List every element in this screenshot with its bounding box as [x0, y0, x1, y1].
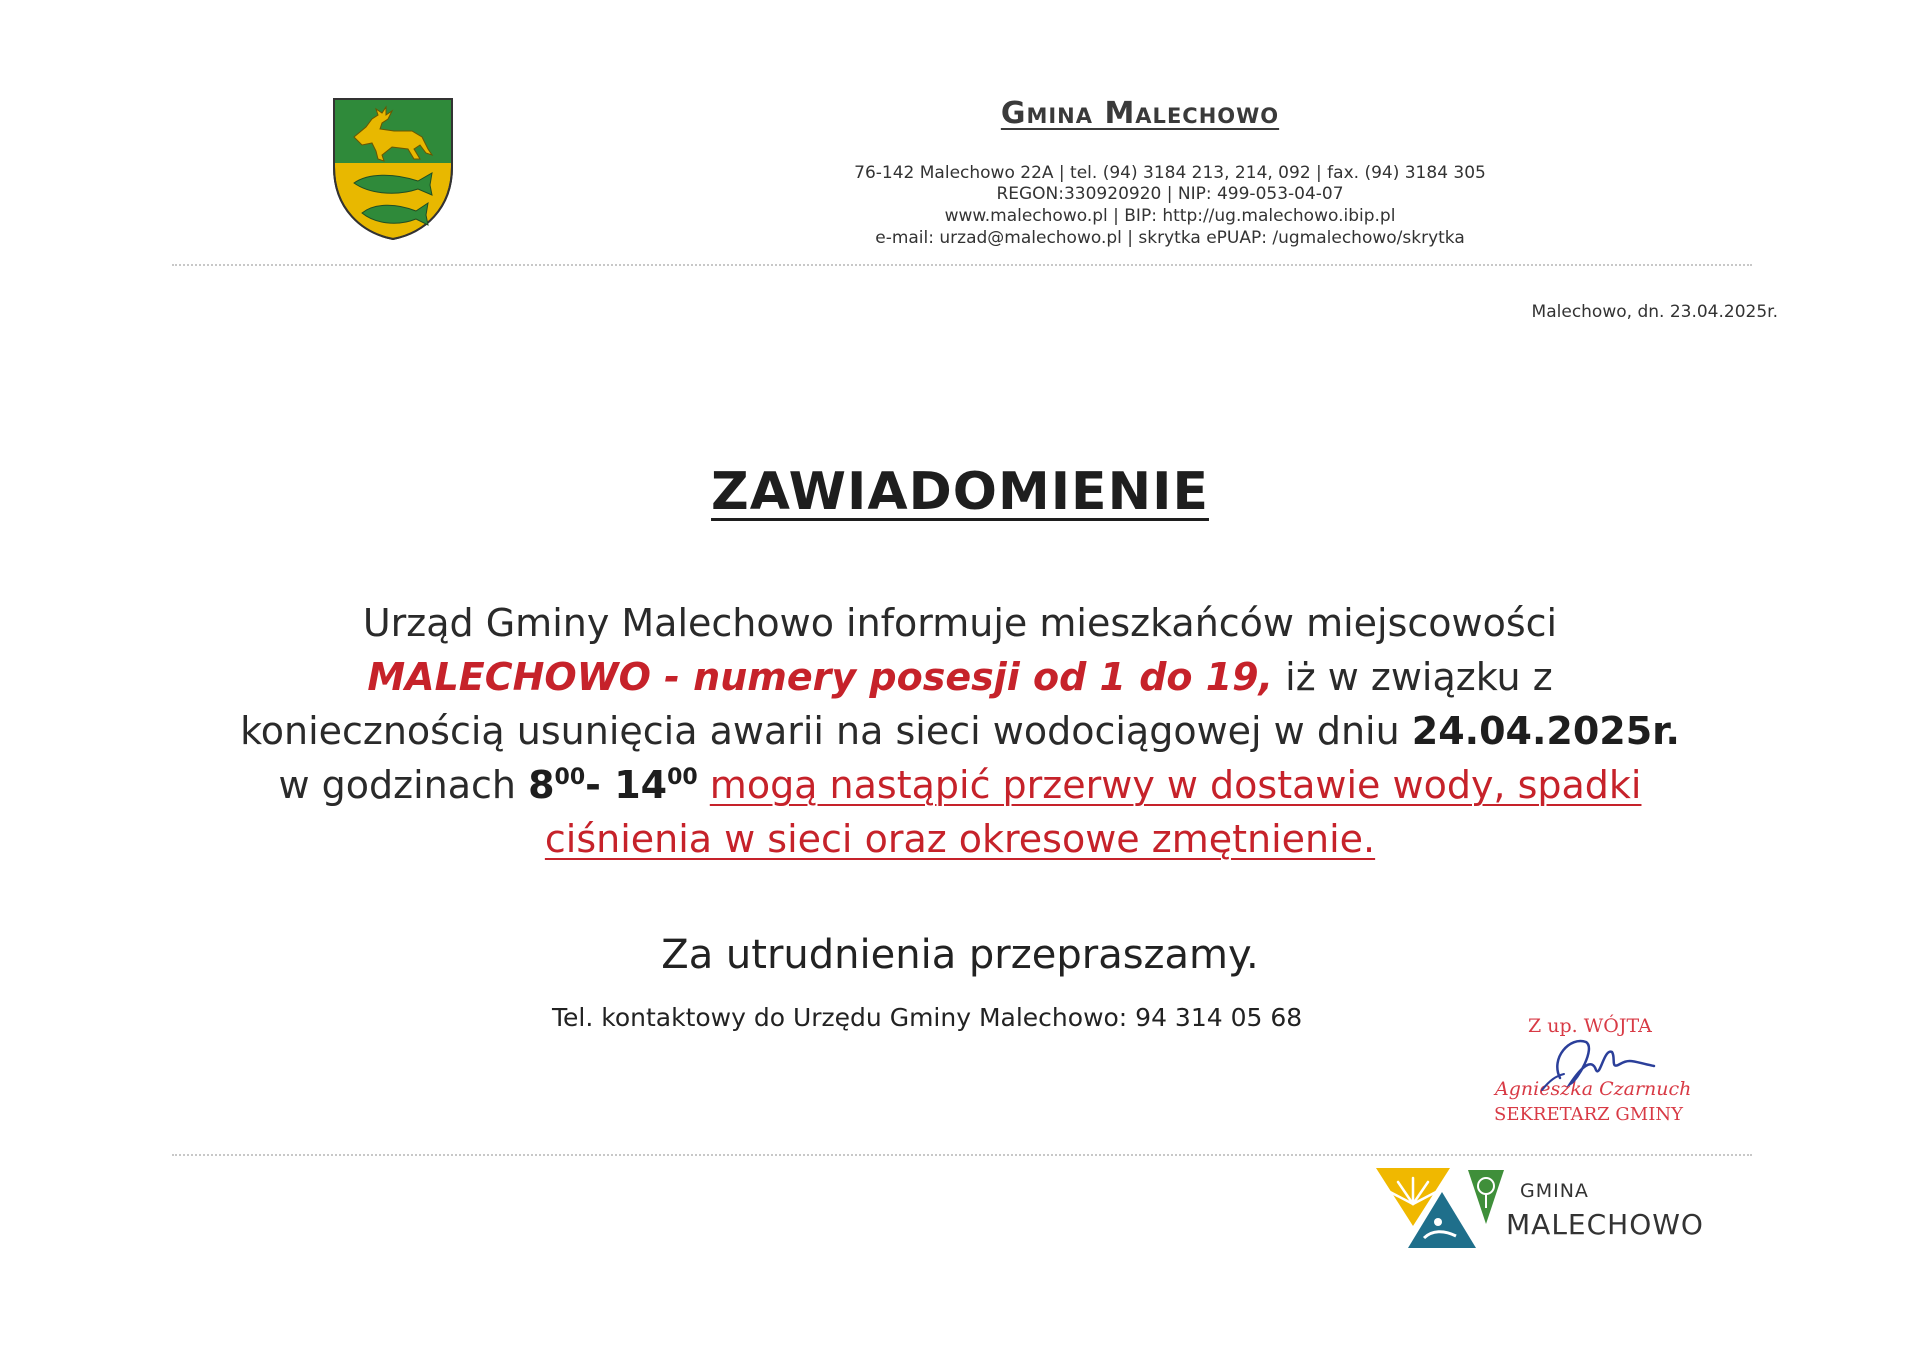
- body-line-5: [0, 817, 1920, 861]
- warning-line-2: ciśnienia w sieci oraz okresowe zmętnienie.: [544, 817, 1376, 861]
- place-date: Malechowo, dn. 23.04.2025r.: [1531, 302, 1778, 322]
- hour-end-minutes: 00: [667, 765, 698, 790]
- hours-range: [528, 763, 698, 807]
- hour-dash: -: [585, 763, 615, 807]
- footer-logo-line-2: MALECHOWO: [1506, 1208, 1704, 1241]
- hour-start-minutes: 00: [554, 765, 586, 790]
- apology-text: Za utrudnienia przepraszamy.: [661, 932, 1259, 978]
- website-line: www.malechowo.pl | BIP: http://ug.malechowo.ibip.pl: [944, 206, 1396, 226]
- hour-start: 8: [528, 763, 555, 807]
- municipality-logo-icon: [1372, 1164, 1508, 1254]
- email-line: e-mail: urzad@malechowo.pl | skrytka ePUAP: /ugmalechowo/skrytka: [875, 228, 1465, 248]
- municipality-title: Gmina Malechowo: [1000, 96, 1280, 131]
- outage-date: 24.04.2025r.: [1411, 709, 1680, 753]
- coat-of-arms-icon: [332, 97, 454, 241]
- footer-divider: [172, 1154, 1752, 1156]
- warning-line-1: mogą nastąpić przerwy w dostawie wody, spadki: [709, 763, 1642, 807]
- hours-prefix: w godzinach: [278, 763, 529, 807]
- body-line-2-rest: iż w związku z: [1273, 655, 1553, 699]
- contact-phone: Tel. kontaktowy do Urzędu Gminy Malechowo: 94 314 05 68: [552, 1003, 1303, 1032]
- stamp-role: SEKRETARZ GMINY: [1494, 1104, 1683, 1125]
- body-line-3: [0, 709, 1920, 753]
- footer-logo-line-1: GMINA: [1520, 1180, 1589, 1202]
- signature-icon: [1530, 1018, 1680, 1098]
- address-line: 76-142 Malechowo 22A | tel. (94) 3184 213, 214, 092 | fax. (94) 3184 305: [854, 163, 1486, 183]
- body-line-3-text: koniecznością usunięcia awarii na sieci wodociągowej w dniu: [240, 709, 1412, 753]
- body-line-1: Urząd Gminy Malechowo informuje mieszkańców miejscowości: [362, 601, 1558, 645]
- registry-line: REGON:330920920 | NIP: 499-053-04-07: [996, 184, 1344, 204]
- header-divider: [172, 264, 1752, 266]
- body-line-2: [0, 655, 1920, 699]
- notice-title: ZAWIADOMIENIE: [711, 462, 1209, 522]
- hour-end: 14: [614, 763, 668, 807]
- body-line-4: [0, 763, 1920, 807]
- affected-area: MALECHOWO - numery posesji od 1 do 19,: [367, 655, 1274, 699]
- stamp-name: Agnieszka Czarnuch: [1495, 1078, 1692, 1100]
- stamp-authority: Z up. WÓJTA: [1528, 1015, 1652, 1037]
